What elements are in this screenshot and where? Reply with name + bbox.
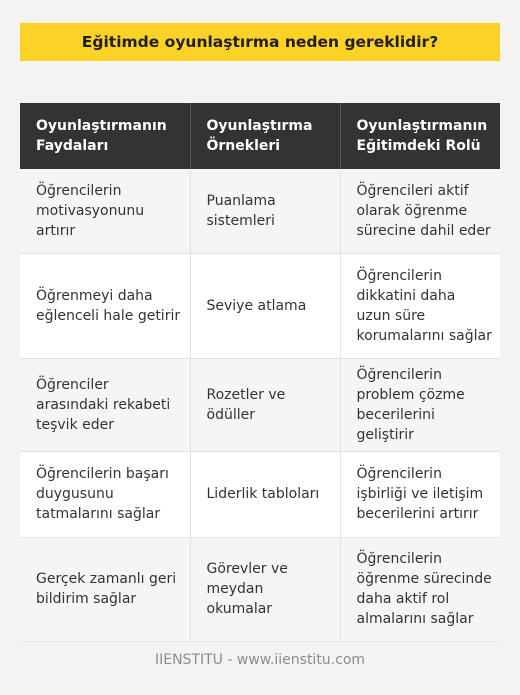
table-row (20, 537, 500, 641)
table-cell: Öğrencilerin başarı duygusunu tatmalarını sağlar (20, 451, 190, 537)
table-cell: Rozetler ve ödüller (190, 358, 340, 451)
page-title (20, 23, 500, 61)
table-cell: Görevler ve meydan okumalar (190, 537, 340, 641)
table-cell: Puanlama sistemleri (190, 169, 340, 253)
table-cell: Liderlik tabloları (190, 451, 340, 537)
table-cell: Gerçek zamanlı geri bildirim sağlar (20, 537, 190, 641)
table-cell: Öğrencilerin problem çözme becerilerini geliştirir (340, 358, 500, 451)
table-cell: Öğrenciler arasındaki rekabeti teşvik eder (20, 358, 190, 451)
column-header-role: Oyunlaştırmanın Eğitimdeki Rolü (340, 103, 500, 169)
info-table (20, 103, 500, 642)
table-cell: Seviye atlama (190, 253, 340, 358)
column-header-benefits: Oyunlaştırmanın Faydaları (20, 103, 190, 169)
footer-credit: IIENSTITU - www.iienstitu.com (154, 652, 366, 668)
column-header-examples: Oyunlaştırma Örnekleri (190, 103, 340, 169)
table-row (20, 451, 500, 537)
table-cell: Öğrencilerin işbirliği ve iletişim becerilerini artırır (340, 451, 500, 537)
table-header-row (20, 103, 500, 169)
table-row (20, 169, 500, 253)
table-cell: Öğrenmeyi daha eğlenceli hale getirir (20, 253, 190, 358)
table-cell: Öğrencilerin öğrenme sürecinde daha aktif rol almalarını sağlar (340, 537, 500, 641)
page-title-text: Eğitimde oyunlaştırma neden gereklidir? (81, 33, 439, 51)
table-row (20, 358, 500, 451)
table-cell: Öğrencilerin motivasyonunu artırır (20, 169, 190, 253)
table-cell: Öğrencileri aktif olarak öğrenme sürecine dahil eder (340, 169, 500, 253)
table-row (20, 253, 500, 358)
table-cell: Öğrencilerin dikkatini daha uzun süre korumalarını sağlar (340, 253, 500, 358)
